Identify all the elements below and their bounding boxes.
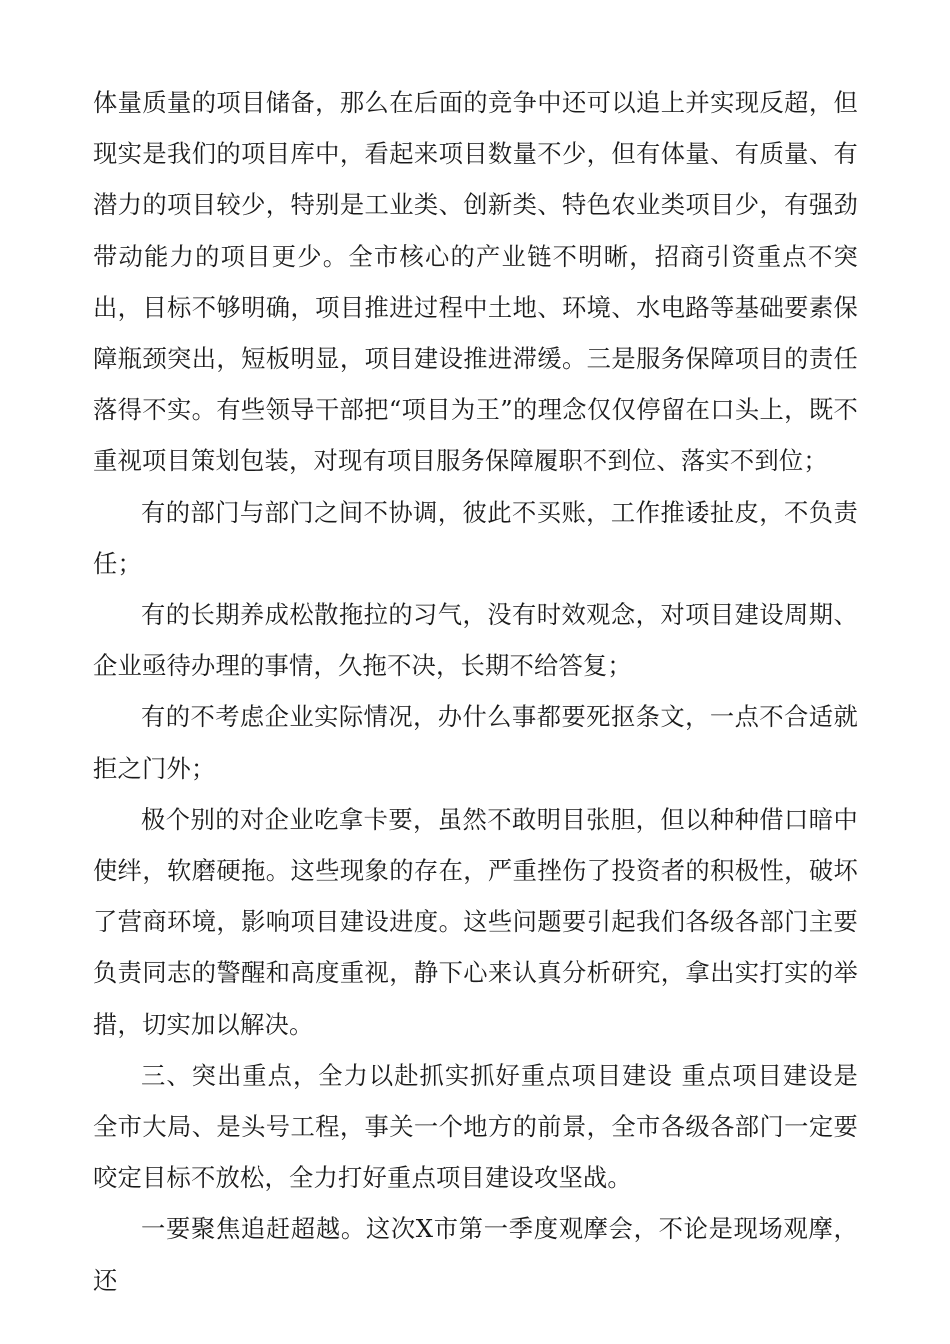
paragraph-departments: 有的部门与部门之间不协调，彼此不买账，工作推诿扯皮，不负责任；	[93, 497, 858, 578]
paragraph-delay: 有的长期养成松散拖拉的习气，没有时效观念，对项目建设周期、企业亟待办理的事情，久拖不决，长期不给答复；	[93, 600, 858, 681]
paragraph-continued: 体量质量的项目储备，那么在后面的竞争中还可以追上并实现反超，但现实是我们的项目库中，看起来项目数量不少，但有体量、有质量、有潜力的项目较少，特别是工业类、创新类、特色农业类项目少，有强劲带动能力的项目更少。全市核心的产业链不明晰，招商引资重点不突出，目标不够明确，项目推进过程中土地、环境、水电路等基础要素保障瓶颈突出，短板明显，项目建设推进滞缓。三是服务保障项目的责任落得不实。有些领导干部把“项目为王”的理念仅仅停留在口头上，既不重视项目策划包装，对现有项目服务保障履职不到位、落实不到位；	[93, 88, 858, 476]
paragraph-misconduct: 极个别的对企业吃拿卡要，虽然不敢明目张胆，但以种种借口暗中使绊，软磨硬拖。这些现象的存在，严重挫伤了投资者的积极性，破坏了营商环境，影响项目建设进度。这些问题要引起我们各级各部门主要负责同志的警醒和高度重视，静下心来认真分析研究，拿出实打实的举措，切实加以解决。	[93, 804, 858, 1039]
section-three-heading-paragraph: 三、突出重点，全力以赴抓实抓好重点项目建设 重点项目建设是全市大局、是头号工程，事关一个地方的前景，全市各级各部门一定要咬定目标不放松，全力打好重点项目建设攻坚战。	[93, 1060, 858, 1193]
paragraph-rigid-rules: 有的不考虑企业实际情况，办什么事都要死抠条文，一点不合适就拒之门外；	[93, 702, 858, 783]
paragraph-first-requirement: 一要聚焦追赶超越。这次X市第一季度观摩会，不论是现场观摩，还	[93, 1214, 858, 1295]
document-body	[93, 77, 858, 1306]
